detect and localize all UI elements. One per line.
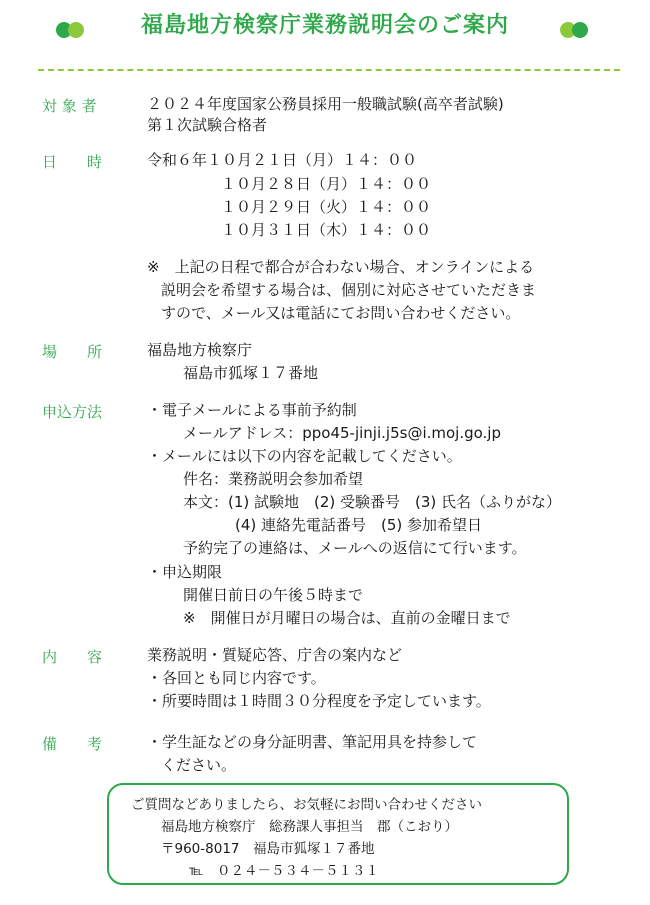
apply-line: ・電子メールによる事前予約制 <box>147 401 357 419</box>
section-label: 場 所 <box>42 343 103 361</box>
place-line: 福島市狐塚１７番地 <box>183 364 319 382</box>
contact-line: ご質問などありましたら、お気軽にお問い合わせください <box>131 797 482 813</box>
dot-icon <box>572 22 588 38</box>
section-label: 対 象 者 <box>42 97 97 115</box>
contact-line: 〒960-8017 福島市狐塚１７番地 <box>161 841 375 857</box>
email-address: メールアドレス：ppo45-jinji.j5s@i.moj.go.jp <box>183 424 501 442</box>
remarks-line: ・学生証などの身分証明書、筆記用具を持参して <box>147 733 478 751</box>
content-line: 業務説明・質疑応答、庁舎の案内など <box>147 646 403 664</box>
remarks-line: ください。 <box>161 756 237 774</box>
datetime-line: １０月２９日（火）１４：００ <box>221 198 432 216</box>
apply-line: (4) 連絡先電話番号 (5) 参加希望日 <box>235 516 483 534</box>
content-line: ・所要時間は１時間３０分程度を予定しています。 <box>147 692 491 710</box>
contact-line: 福島地方検察庁 総務課人事担当 郡（こおり） <box>161 819 458 835</box>
datetime-line: １０月２８日（月）１４：００ <box>221 175 432 193</box>
place-line: 福島地方検察庁 <box>147 341 253 359</box>
datetime-note: 説明会を希望する場合は、個別に対応させていただきま <box>161 281 537 299</box>
datetime-note: すので、メール又は電話にてお問い合わせください。 <box>161 304 521 322</box>
page-title: 福島地方検察庁業務説明会のご案内 <box>140 13 509 38</box>
datetime-line: １０月３１日（木）１４：００ <box>221 221 432 239</box>
dashed-divider <box>38 69 620 71</box>
section-label: 内 容 <box>42 648 103 666</box>
apply-line: 本文：(1) 試験地 (2) 受験番号 (3) 氏名（ふりがな） <box>183 493 562 511</box>
dot-icon <box>68 22 84 38</box>
apply-line: 件名：業務説明会参加希望 <box>183 470 364 488</box>
phone-number: ℡ ０２４－５３４－５１３１ <box>189 863 380 879</box>
section-label: 備 考 <box>42 735 103 753</box>
apply-line: 開催日前日の午後５時まで <box>183 586 364 604</box>
apply-line: ・メールには以下の内容を記載してください。 <box>147 447 462 465</box>
apply-line: ・申込期限 <box>147 563 223 581</box>
target-line: ２０２４年度国家公務員採用一般職試験(高卒者試験) <box>147 95 504 113</box>
apply-line: ※ 開催日が月曜日の場合は、直前の金曜日まで <box>183 609 511 627</box>
contact-box <box>107 783 569 885</box>
target-line: 第１次試験合格者 <box>147 116 268 134</box>
datetime-line: 令和６年１０月２１日（月）１４：００ <box>147 151 418 169</box>
section-label: 日 時 <box>42 153 103 171</box>
apply-line: 予約完了の連絡は、メールへの返信にて行います。 <box>183 539 527 557</box>
section-label: 申込方法 <box>42 403 103 421</box>
content-line: ・各回とも同じ内容です。 <box>147 669 326 687</box>
datetime-note: ※ 上記の日程で都合が合わない場合、オンラインによる <box>147 258 535 276</box>
